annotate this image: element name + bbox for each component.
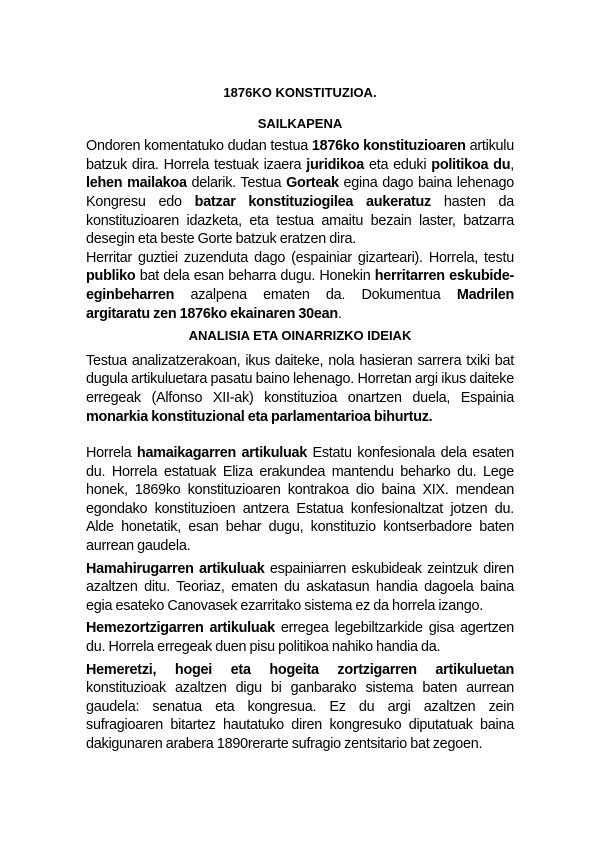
bold-text: juridikoa: [306, 156, 364, 173]
bold-text: monarkia konstituzional eta parlamentarioa bihurtuz.: [86, 408, 433, 425]
bold-text: hamaikagarren artikuluak: [136, 445, 308, 462]
bold-text: lehen mailakoa: [86, 175, 187, 192]
document-title: 1876KO KONSTITUZIOA.: [223, 85, 377, 100]
text-run: Ondoren komentatuko dudan testua: [86, 138, 312, 155]
paragraph: [86, 619, 514, 656]
text-run: eta eduki: [363, 156, 432, 173]
text-run: Herritar guztiei zuzenduta dago (espainiar gizarteari). Horrela, testu: [86, 249, 514, 266]
text-run: Estatu konfesionala dela esaten du. Horrela estatuak Eliza erakundea mantendu beharko du. Lege honek, 1869ko konstituzioaren kontrakoa dio baina XIX. mendean egondako konstituzioen antzera Estatua konfesionaltzat jotzen du. Alde honetatik, esan behar dugu, konstituzio kontserbadore baten aurrean gaudela.: [86, 445, 514, 555]
text-run: bat dela esan beharra dugu. Honekin: [135, 268, 375, 285]
bold-text: batzar konstituziogilea aukeratuz: [194, 193, 431, 210]
text-run: espainiarren eskubideak zeintzuk diren azaltzen ditu. Teoriaz, ematen du askatasun handia dagoela baina egia esateko Canovasek ezarritako sistema ez da horrela izango.: [86, 560, 514, 614]
section-heading-analisia: ANALISIA ETA OINARRIZKO IDEIAK: [188, 328, 412, 344]
text-run: ,: [510, 156, 515, 173]
paragraph: [86, 444, 514, 556]
text-run: artikulu batzuk dira. Horrela testuak izaera: [86, 138, 514, 173]
bold-text: Hemeretzi, hogei eta hogeita zortzigarren artikuluetan: [86, 661, 514, 678]
text-run: egina dago baina lehenago Kongresu edo: [86, 175, 515, 210]
text-run: .: [337, 305, 342, 322]
paragraph: [86, 352, 514, 426]
bold-text: herritarren eskubide-eginbeharren: [86, 268, 514, 303]
bold-text: Gorteak: [286, 175, 339, 192]
text-run: delarik. Testua: [186, 175, 287, 192]
text-run: konstituzioak azaltzen digu bi ganbarako sistema baten aurrean gaudela: senatua eta kongresua. Ez du argi azaltzen zein sufragioaren bitartez hautatuko diren kongresuko diputatuak baina dakigunaren arabera 1890rerarte sufragio zentsitario bat zegoen.: [86, 680, 514, 752]
bold-text: Hemezortzigarren artikuluak: [86, 620, 275, 637]
bold-text: Madrilen argitaratu zen 1876ko ekainaren 30ean: [86, 286, 514, 322]
paragraph-spacer: [86, 426, 514, 444]
text-run: erregea legebiltzarkide gisa agertzen du. Horrela erregeak duen pisu politikoa nahiko handia da.: [86, 620, 514, 656]
text-run: azalpena ematen da. Dokumentua: [174, 286, 457, 303]
text-run: Testua analizatzerakoan, ikus daiteke, nola hasieran sarrera txiki bat dugula artikuluetara pasatu baino lehenago. Horretan argi ikus daiteke erregeak (Alfonso XII-ak) konstituzioa onartzen duela, Espainia: [86, 352, 514, 406]
bold-text: politikoa du: [431, 156, 511, 173]
paragraph: [86, 560, 514, 616]
bold-text: 1876ko konstituzioaren: [311, 138, 466, 155]
bold-text: publiko: [86, 268, 136, 285]
text-run: Horrela: [86, 445, 137, 462]
paragraph: [86, 249, 514, 323]
paragraph: [86, 661, 514, 754]
paragraph: [86, 137, 514, 249]
section-heading-sailkapena: SAILKAPENA: [257, 115, 343, 131]
bold-text: Hamahirugarren artikuluak: [86, 560, 265, 577]
text-run: hasten da konstituzioaren idazketa, eta testua amaitu bezain laster, batzarra desegin eta beste Gorte batzuk eratzen dira.: [86, 193, 514, 248]
